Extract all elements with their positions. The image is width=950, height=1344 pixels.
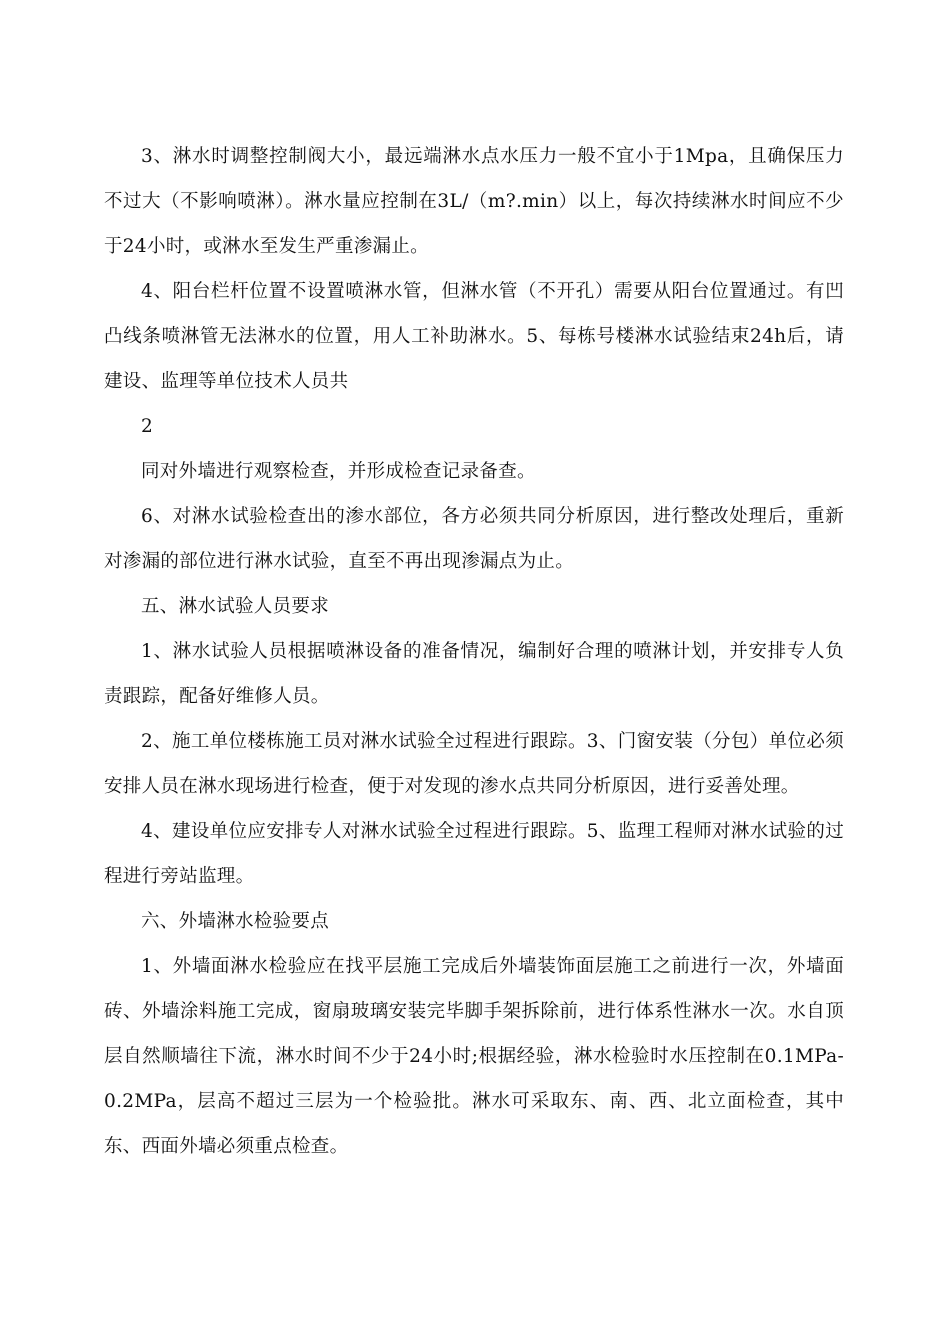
paragraph-inspection-1: 1、外墙面淋水检验应在找平层施工完成后外墙装饰面层施工之前进行一次，外墙面砖、外墙涂料施工完成，窗扇玻璃安装完毕脚手架拆除前，进行体系性淋水一次。水自顶层自然顺墙往下流，淋水时间不少于24小时;根据经验，淋水检验时水压控制在0.1MPa-0.2MPa，层高不超过三层为一个检验批。淋水可采取东、南、西、北立面检查，其中东、西面外墙必须重点检查。	[104, 956, 844, 1157]
paragraph-item-3: 3、淋水时调整控制阀大小，最远端淋水点水压力一般不宜小于1Mpa，且确保压力不过大（不影响喷淋）。淋水量应控制在3L/（m?.min）以上，每次持续淋水时间应不少于24小时，或淋水至发生严重渗漏止。	[104, 146, 844, 257]
paragraph-item-4: 4、阳台栏杆位置不设置喷淋水管，但淋水管（不开孔）需要从阳台位置通过。有凹凸线条喷淋管无法淋水的位置，用人工补助淋水。5、每栋号楼淋水试验结束24h后，请建设、监理等单位技术人员共	[104, 281, 844, 392]
paragraph-continuation: 同对外墙进行观察检查，并形成检查记录备查。	[141, 461, 536, 482]
paragraph-staff-2: 2、施工单位楼栋施工员对淋水试验全过程进行跟踪。3、门窗安装（分包）单位必须安排人员在淋水现场进行检查，便于对发现的渗水点共同分析原因，进行妥善处理。	[104, 731, 844, 797]
page-number: 2	[141, 416, 154, 437]
paragraph-staff-4: 4、建设单位应安排专人对淋水试验全过程进行跟踪。5、监理工程师对淋水试验的过程进行旁站监理。	[104, 821, 844, 887]
paragraph-staff-1: 1、淋水试验人员根据喷淋设备的准备情况，编制好合理的喷淋计划，并安排专人负责跟踪，配备好维修人员。	[104, 641, 844, 707]
paragraph-item-6: 6、对淋水试验检查出的渗水部位，各方必须共同分析原因，进行整改处理后，重新对渗漏的部位进行淋水试验，直至不再出现渗漏点为止。	[104, 506, 844, 572]
section-heading-5: 五、淋水试验人员要求	[141, 596, 330, 617]
section-heading-6: 六、外墙淋水检验要点	[141, 911, 330, 932]
document-body	[104, 134, 844, 1169]
